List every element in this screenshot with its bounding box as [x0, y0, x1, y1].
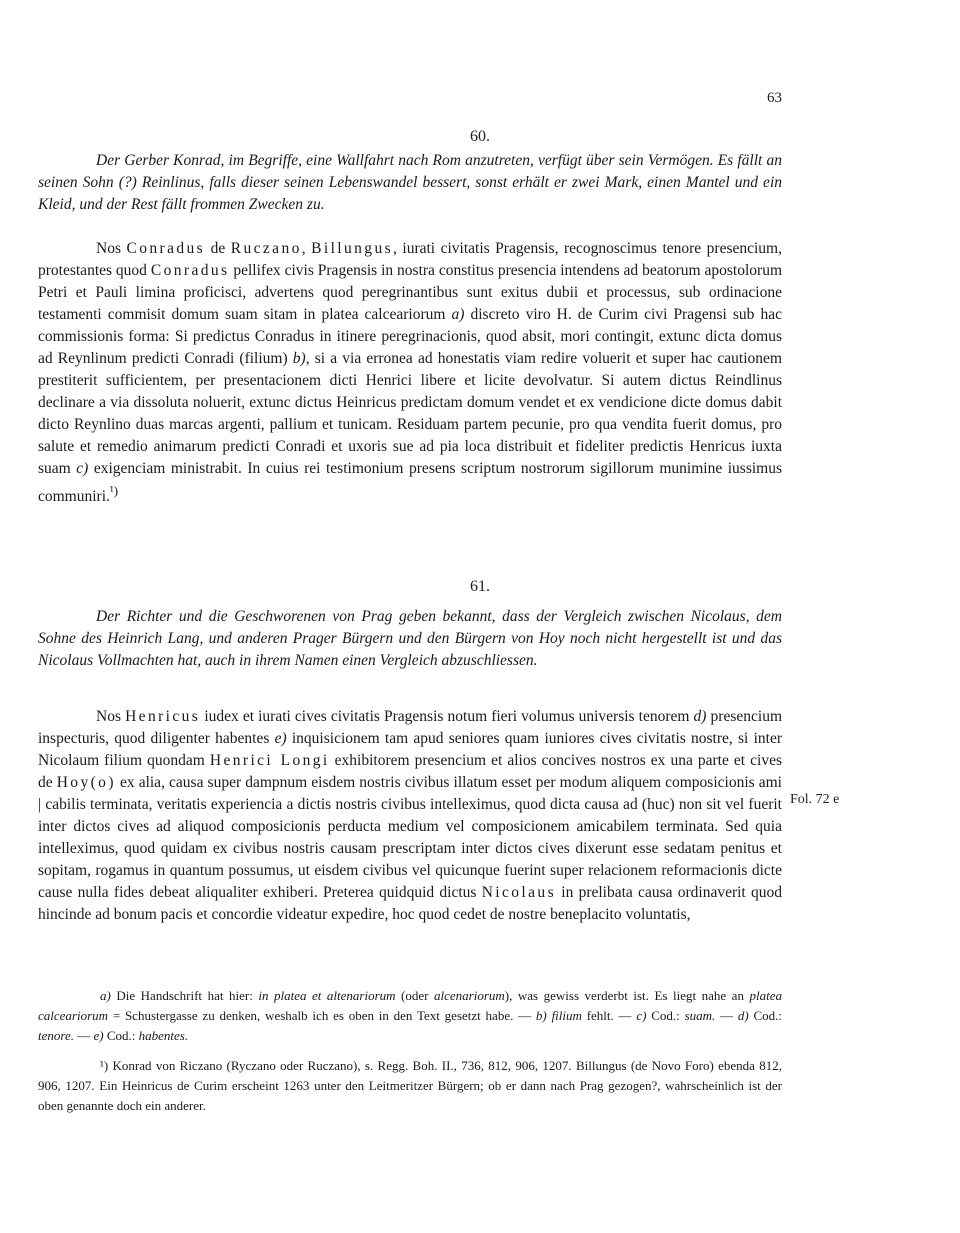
section-number-61: 61.: [470, 578, 490, 595]
section-body-60: [38, 238, 782, 508]
section-body-61: [38, 706, 782, 926]
footnote-ref: a): [451, 306, 465, 323]
place-name: Hoy(o): [56, 774, 116, 791]
person-name: Billungus: [311, 240, 394, 257]
section-summary-60: Der Gerber Konrad, im Begriffe, eine Wallfahrt nach Rom anzutreten, verfügt über sein Vermögen. Es fällt an seinen Sohn (?) Reinlinus, falls dieser seinen Lebenswandel bessert, sonst erhält er zwei Mark, einen Mantel und ein Kleid, und der Rest fällt frommen Zwecken zu.: [38, 152, 782, 213]
page-number: 63: [767, 90, 782, 106]
paragraph: Nos Henricus iudex et iurati cives civitatis Pragensis notum fieri volumus universis tenorem d) presencium inspecturis, quod diligenter habentes e) inquisicionem tam apud seniores quam iuniores cives civitatis nostre, si inter Nicolaum filium quondam Henrici Longi exhibitorem presencium et alios concives nostros ex una parte et cives de Hoy(o) ex alia, causa super dampnum eisdem nostris civibus illatum esset per modum aliquem composicionis ami | cabilis terminata, veritatis experiencia a dictis nostris civibus intelleximus, quod dicta causa ad (huc) non sit vel fuerit inter dictos cives ad aliquod composicionis perducta medium vel composicionem amicabilem terminata. Sed quia intelleximus, quod quidam ex civibus nostris causam prescriptam inter dictos cives dixerunt esse sedatam penitus et sopitam, rogamus in quantum possumus, ut eisdem civibus vel quicunque fuerint super relacionem reformacionis dicte cause nulla fides debeat aliqualiter exhiberi. Preterea quidquid dictus Nicolaus in prelibata causa ordinaverit quod hincinde ad bonum pacis et concordie videatur expedire, hoc quod cedet de nostre beneplacito voluntatis,: [38, 708, 783, 923]
paragraph: Nos Conradus de Ruczano, Billungus, iurati civitatis Pragensis, recognoscimus tenore presencium, protestantes quod Conradus pellifex civis Pragensis in nostra constitus presencia intendens ad beatorum apostolorum Petri et Pauli limina proficisci, advertens quod peregrinantibus sunt exitus dubii et processus, sub ordinacione testamenti commisit domum suam sitam in platea calceariorum a) discreto viro H. de Curim civi Pragensi sub hac commissionis forma: Si predictus Conradus in itinere peregrinacionis, quod absit, mori contingit, extunc dicta domus ad Reynlinum predicti Conradi (filium) b), si a via erronea ad honestatis viam redire voluerit et super hac cautionem prestiterit sufficientem, per presentacionem dicti Henrici libere et licite devolvatur. Si autem dictus Reindlinus declinare a via dissoluta noluerit, extunc dictus Heinricus predictam domum vendet et ex vendicione dicte domus dabit dicto Reynlino duas marcas argenti, pallium et tunicam. Residuam partem pecunie, pro qua vendita fuerit domus, pro salute et remedio animarum predicti Conradi et uxoris sue ad pia loca distribuit et fideliter predictis Henricus iuxta suam c) exigenciam ministrabit. In cuius rei testimonium presens scriptum nostrorum sigillorum munimine iussimus communiri.$^{^1)}$: [38, 240, 783, 506]
section-summary-61: Der Richter und die Geschworenen von Prag geben bekannt, dass der Vergleich zwischen Nicolaus, dem Sohne des Heinrich Lang, und anderen Prager Bürgern und den Bürgern von Hoy noch nicht hergestellt ist und das Nicolaus Vollmachten hat, auch in ihrem Namen einen Vergleich abzuschliessen.: [38, 608, 782, 669]
section-number-60: 60.: [470, 128, 490, 145]
footnote-ref: e): [274, 730, 287, 747]
footnote-letters: a) Die Handschrift hat hier: in platea et altenariorum (oder alcenariorum), was gewiss verderbt ist. Es liegt nahe an platea calceariorum = Schustergasse zu denken, weshalb ich es oben in den Text gesetzt habe. — b) filium fehlt. — c) Cod.: suam. — d) Cod.: tenore. — e) Cod.: habentes.: [38, 988, 783, 1043]
person-name: Conradus: [150, 262, 230, 279]
person-name: Henricus: [125, 708, 201, 725]
footnotes: [38, 986, 782, 1116]
spacer: [38, 1046, 782, 1056]
footnote-ref: c): [76, 460, 89, 477]
place-name: Ruczano: [230, 240, 302, 257]
person-name: Conradus: [126, 240, 206, 257]
margin-note-folio: Fol. 72 e: [790, 792, 840, 807]
person-name: Henrici Longi: [209, 752, 330, 769]
footnote-numbered: ¹) Konrad von Riczano (Ryczano oder Ruczano), s. Regg. Boh. II., 736, 812, 906, 1207. Billungus (de Novo Foro) ebenda 812, 906, 1207. Ein Heinricus de Curim erscheint 1263 unter den Leitmeritzer Bürgern; ob er dann nach Prag gezogen?, wahrscheinlich ist der oben genannte doch ein anderer.: [38, 1058, 782, 1113]
person-name: Nicolaus: [481, 884, 557, 901]
footnote-ref: b): [292, 350, 306, 367]
footnote-ref: d): [693, 708, 707, 725]
footnote-ref: ¹): [109, 483, 119, 498]
